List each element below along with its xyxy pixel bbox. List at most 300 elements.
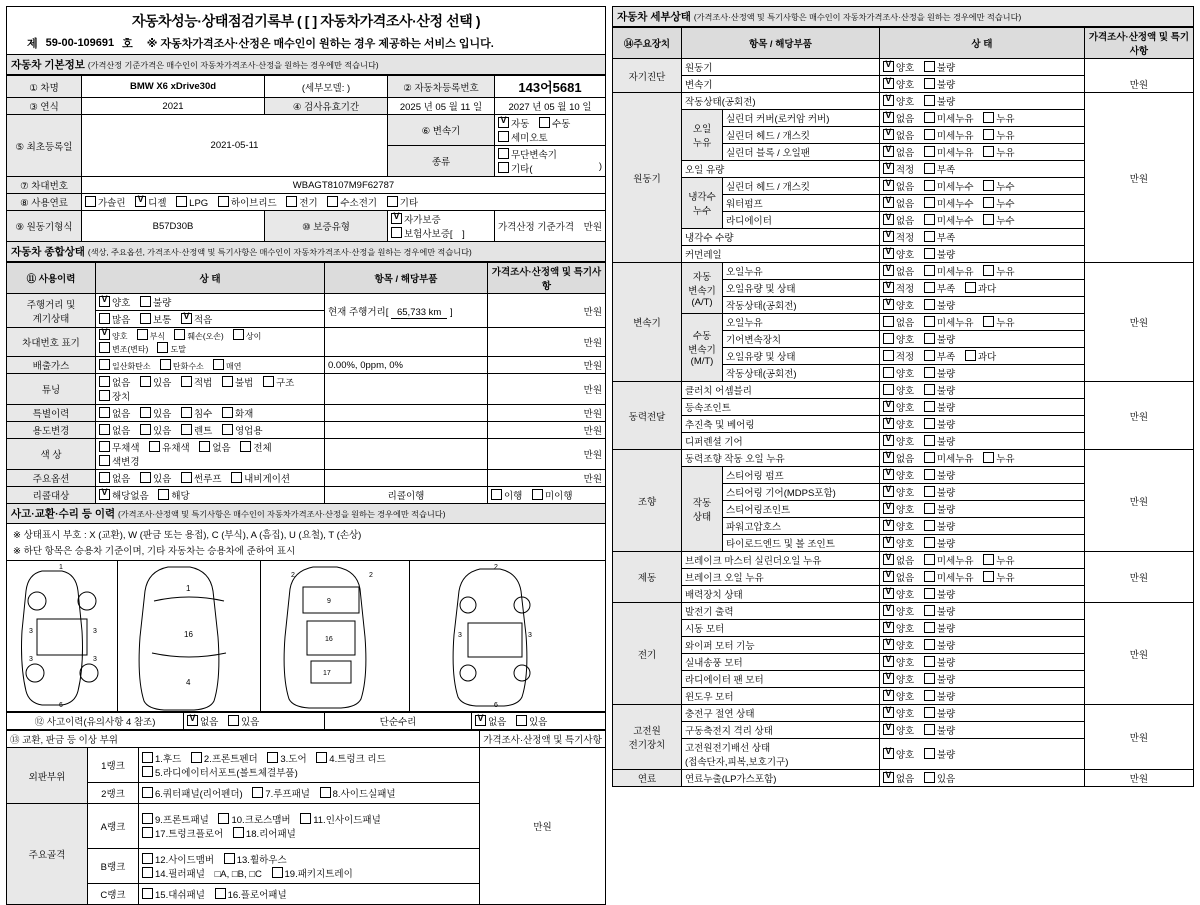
- special-yes[interactable]: 있음: [140, 406, 171, 420]
- svg-text:4: 4: [186, 678, 191, 687]
- engine-idle-bad[interactable]: 불량: [924, 94, 955, 108]
- at-idle-good[interactable]: V 양호: [883, 298, 914, 312]
- left-column: [6, 6, 606, 901]
- tuning-structure[interactable]: 구조: [263, 375, 294, 389]
- rocker-none[interactable]: V 없음: [883, 111, 914, 125]
- special-flood[interactable]: 침수: [181, 406, 212, 420]
- price-electric: 만원: [1084, 603, 1193, 705]
- car-diagram-panel: [6, 561, 606, 712]
- state-at-oil-leak: [879, 263, 1084, 280]
- state-steering-gear: [879, 484, 1084, 501]
- part-hood[interactable]: 1.후드: [142, 751, 181, 765]
- mt-idle-good[interactable]: 양호: [883, 366, 914, 380]
- cbop-none[interactable]: V 없음: [883, 145, 914, 159]
- charge-good[interactable]: V 양호: [883, 706, 914, 720]
- fuel-option-gasoline[interactable]: 가솔린: [85, 195, 126, 209]
- booster-bad[interactable]: 불량: [924, 587, 955, 601]
- starter-good[interactable]: V 양호: [883, 621, 914, 635]
- item-drive-battery-isolation: 구동축전지 격리 상태: [682, 722, 880, 739]
- part-rear-panel[interactable]: 18.리어패널: [233, 826, 296, 840]
- alt-bad[interactable]: 불량: [924, 604, 955, 618]
- state-power-steering-leak: [879, 450, 1084, 467]
- transmission-option-etc[interactable]: 기타(: [498, 161, 533, 175]
- fuel-options: [82, 194, 606, 211]
- phose-good[interactable]: V 양호: [883, 519, 914, 533]
- blower-good[interactable]: V 양호: [883, 655, 914, 669]
- row-label-tuning: 튜닝: [7, 374, 96, 405]
- oil-level-ok[interactable]: V 적정: [883, 162, 914, 176]
- overall-col-price: 가격조사·산정액 및 특기사항: [488, 263, 606, 294]
- fuel-option-etc[interactable]: 기타: [387, 195, 418, 209]
- accident-yes[interactable]: 있음: [228, 714, 259, 728]
- sjoint-bad[interactable]: 불량: [924, 502, 955, 516]
- item-cv-joint: 등속조인트: [682, 399, 880, 416]
- page-title: 자동차성능·상태점검기록부 ( [ ] 자동차가격조사·산정 선택 ): [131, 13, 481, 29]
- wiper-good[interactable]: V 양호: [883, 638, 914, 652]
- part-wheel-house[interactable]: 13.휠하우스: [224, 852, 287, 866]
- at-leak-leak[interactable]: 누유: [983, 264, 1014, 278]
- warranty-options: [388, 211, 495, 242]
- window-bad[interactable]: 불량: [924, 689, 955, 703]
- mt-leak-leak[interactable]: 누유: [983, 315, 1014, 329]
- state-mt-oil-level: [879, 348, 1084, 365]
- car-diagram-underbody: [261, 561, 410, 711]
- chgo-none[interactable]: V 없음: [883, 128, 914, 142]
- transmission-option-manual[interactable]: 수동: [539, 116, 570, 130]
- outer-parts-label: 외판부위: [7, 748, 88, 804]
- options-navigation[interactable]: 내비게이션: [231, 471, 290, 485]
- cv-good[interactable]: V 양호: [883, 400, 914, 414]
- self-trans-good[interactable]: V 양호: [883, 77, 914, 91]
- tuning-yes[interactable]: 있음: [140, 375, 171, 389]
- vin-mark-damaged[interactable]: 훼손(오손): [174, 329, 223, 342]
- fuel-yes[interactable]: 있음: [924, 771, 955, 785]
- item-mt-oil-level: 오일유량 및 상태: [723, 348, 880, 365]
- ps-good[interactable]: V 양호: [883, 417, 914, 431]
- state-steering-joint: [879, 501, 1084, 518]
- item-cyl-block-oilpan: 실린더 블록 / 오일팬: [723, 144, 880, 161]
- at-leak-minor[interactable]: 미세누유: [924, 264, 974, 278]
- sjoint-good[interactable]: V 양호: [883, 502, 914, 516]
- part-trunk-floor[interactable]: 17.트렁크플로어: [142, 826, 223, 840]
- color-whole[interactable]: 전체: [240, 440, 271, 454]
- state-cyl-head-gasket-coolant: [879, 178, 1084, 195]
- tuning-legal[interactable]: 적법: [181, 375, 212, 389]
- recall-applicable[interactable]: 해당: [158, 488, 189, 502]
- at-level-low[interactable]: 부족: [924, 281, 955, 295]
- state-tie-rod-end: [879, 535, 1084, 552]
- row-label-options: 주요옵션: [7, 470, 96, 487]
- part-radiator-support[interactable]: 5.라디에이터서포트(볼트체결부품): [142, 765, 298, 779]
- diff-bad[interactable]: 불량: [924, 434, 955, 448]
- coolant-ok[interactable]: V 적정: [883, 230, 914, 244]
- basic-info-heading: [6, 55, 606, 75]
- doc-no-value: 59-00-109691: [45, 37, 115, 49]
- part-side-sill-panel[interactable]: 8.사이드실패널: [320, 786, 396, 800]
- usage-commercial[interactable]: 영업용: [222, 423, 263, 437]
- rad-minor[interactable]: 미세누수: [924, 213, 974, 227]
- base-price-unit: 만원: [583, 222, 602, 233]
- options-none[interactable]: 없음: [99, 471, 130, 485]
- engine-idle-good[interactable]: V 양호: [883, 94, 914, 108]
- transmission-option-auto[interactable]: V자동: [498, 116, 529, 130]
- psl-leak[interactable]: 누유: [983, 451, 1014, 465]
- part-inside-panel[interactable]: 11.인사이드패널: [300, 812, 381, 826]
- fuel-option-diesel[interactable]: V 디젤: [135, 195, 166, 209]
- warranty-option-insurer[interactable]: 보험사보증[: [391, 226, 453, 240]
- emissions-co[interactable]: 일산화탄소: [99, 359, 151, 372]
- part-front-fender[interactable]: 2.프론트펜더: [191, 751, 258, 765]
- state-steering-pump: [879, 467, 1084, 484]
- item-common-rail: 커먼레일: [682, 246, 880, 263]
- wiper-bad[interactable]: 불량: [924, 638, 955, 652]
- simple-repair-options: [472, 713, 606, 730]
- booster-good[interactable]: V 양호: [883, 587, 914, 601]
- part-quarter-panel[interactable]: 6.쿼터패널(리어펜더): [142, 786, 243, 800]
- clutch-good[interactable]: 양호: [883, 383, 914, 397]
- spump-bad[interactable]: 불량: [924, 468, 955, 482]
- usage-rent[interactable]: 렌트: [181, 423, 212, 437]
- psl-none[interactable]: V 없음: [883, 451, 914, 465]
- options-item: [325, 470, 488, 487]
- state-drive-battery-isolation: [879, 722, 1084, 739]
- accident-history-label: ⑫ 사고이력(유의사항 4 참조): [7, 713, 184, 730]
- emissions-item: 0.00%, 0ppm, 0%: [325, 357, 488, 374]
- usage-yes[interactable]: 있음: [140, 423, 171, 437]
- simple-repair-yes[interactable]: 있음: [516, 714, 547, 728]
- group-engine: 원동기: [613, 93, 682, 263]
- color-none[interactable]: 없음: [199, 440, 230, 454]
- service-notice: ※ 자동차가격조사·산정은 매수인이 원하는 경우 제공하는 서비스 입니다.: [146, 38, 494, 50]
- svg-text:2: 2: [291, 572, 295, 579]
- window-good[interactable]: V 양호: [883, 689, 914, 703]
- svg-text:3: 3: [29, 656, 33, 663]
- mileage-bad[interactable]: 불량: [140, 295, 171, 309]
- fuel-option-hybrid[interactable]: 하이브리드: [218, 195, 277, 209]
- gear-good[interactable]: 양호: [883, 332, 914, 346]
- mileage-state-row2: [96, 311, 325, 328]
- mt-level-low[interactable]: 부족: [924, 349, 955, 363]
- item-cyl-head-gasket-oil: 실린더 헤드 / 개스킷: [723, 127, 880, 144]
- color-changed[interactable]: 색변경: [99, 454, 140, 468]
- bol-leak[interactable]: 누유: [983, 570, 1014, 584]
- legend-scope: ※ 하단 항목은 승용차 기준이며, 기타 자동차는 승용차에 준하여 표시: [13, 546, 296, 557]
- mt-level-ok[interactable]: 적정: [883, 349, 914, 363]
- fuel-none[interactable]: V 없음: [883, 771, 914, 785]
- price-braking: 만원: [1084, 552, 1193, 603]
- part-dash-panel[interactable]: 15.대쉬패널: [142, 887, 205, 901]
- first-reg-value: 2021-05-11: [82, 115, 388, 177]
- svg-text:16: 16: [325, 636, 333, 643]
- wp-minor[interactable]: 미세누수: [924, 196, 974, 210]
- radfan-bad[interactable]: 불량: [924, 672, 955, 686]
- clutch-bad[interactable]: 불량: [924, 383, 955, 397]
- price-transmission: 만원: [1084, 263, 1193, 382]
- recall-not-done[interactable]: 미이행: [532, 488, 573, 502]
- state-radiator: [879, 212, 1084, 229]
- tie-good[interactable]: V 양호: [883, 536, 914, 550]
- special-fire[interactable]: 화재: [222, 406, 253, 420]
- sgear-bad[interactable]: 불량: [924, 485, 955, 499]
- part-side-member[interactable]: 12.사이드맴버: [142, 852, 214, 866]
- warranty-close: ]: [462, 229, 465, 240]
- transmission-options-row1: [495, 115, 606, 146]
- document-header: [6, 6, 606, 55]
- mileage-many[interactable]: 많음: [99, 312, 130, 326]
- options-price: 만원: [488, 470, 606, 487]
- vin-mark-different[interactable]: 상이: [233, 329, 261, 342]
- svg-text:1: 1: [59, 564, 63, 571]
- item-cyl-head-gasket-coolant: 실린더 헤드 / 개스킷: [723, 178, 880, 195]
- fuel-option-lpg[interactable]: LPG: [176, 196, 208, 209]
- state-wiper-motor: [879, 637, 1084, 654]
- mileage-state-row1: [96, 294, 325, 311]
- radfan-good[interactable]: V 양호: [883, 672, 914, 686]
- psl-minor[interactable]: 미세누유: [924, 451, 974, 465]
- sgear-good[interactable]: V 양호: [883, 485, 914, 499]
- inspection-to: 2027 년 05 월 10 일: [495, 98, 606, 115]
- emissions-smoke[interactable]: 매연: [213, 359, 241, 372]
- svg-text:3: 3: [93, 628, 97, 635]
- chgo-minor[interactable]: 미세누유: [924, 128, 974, 142]
- overall-col-state: 상 태: [96, 263, 325, 294]
- vin-mark-altered[interactable]: 변조(변타): [99, 342, 148, 355]
- state-engine-idle: [879, 93, 1084, 110]
- rad-leak[interactable]: 누수: [983, 213, 1014, 227]
- fuel-option-hydrogen[interactable]: 수소전기: [327, 195, 377, 209]
- spump-good[interactable]: V 양호: [883, 468, 914, 482]
- parts-table: [6, 730, 606, 905]
- simple-repair-label: 단순수리: [325, 713, 472, 730]
- self-engine-bad[interactable]: 불량: [924, 60, 955, 74]
- car-diagram-top: [118, 561, 261, 711]
- item-brake-oil-leak: 브레이크 오일 누유: [682, 569, 880, 586]
- options-yes[interactable]: 있음: [140, 471, 171, 485]
- mileage-normal[interactable]: 보통: [140, 312, 171, 326]
- rank-a-label: A랭크: [88, 804, 139, 849]
- first-reg-label: ⑤ 최초등록일: [7, 115, 82, 177]
- transmission-option-cvt[interactable]: 무단변속기: [498, 147, 557, 161]
- item-starter-motor: 시동 모터: [682, 620, 880, 637]
- accident-heading: [6, 504, 606, 524]
- hvwire-good[interactable]: V양호: [883, 747, 914, 761]
- transmission-option-semiauto[interactable]: 세미오토: [498, 130, 548, 144]
- self-trans-bad[interactable]: 불량: [924, 77, 955, 91]
- emissions-hc[interactable]: 탄화수소: [160, 359, 204, 372]
- state-cyl-head-gasket-oil: [879, 127, 1084, 144]
- vin-mark-erased[interactable]: 도말: [157, 342, 185, 355]
- price-steering: 만원: [1084, 450, 1193, 552]
- rad-none[interactable]: V 없음: [883, 213, 914, 227]
- at-level-high[interactable]: 과다: [965, 281, 996, 295]
- row-label-color: 색 상: [7, 439, 96, 470]
- wp-none[interactable]: V 없음: [883, 196, 914, 210]
- mileage-good[interactable]: V양호: [99, 295, 130, 309]
- state-brake-master-cylinder: [879, 552, 1084, 569]
- bol-none[interactable]: V 없음: [883, 570, 914, 584]
- chgo-leak[interactable]: 누유: [983, 128, 1014, 142]
- at-level-ok[interactable]: V 적정: [883, 281, 914, 295]
- part-floor-panel[interactable]: 16.플로어패널: [215, 887, 287, 901]
- coolant-low[interactable]: 부족: [924, 230, 955, 244]
- battiso-good[interactable]: V 양호: [883, 723, 914, 737]
- part-package-tray[interactable]: 19.패키지트레이: [272, 866, 353, 880]
- color-chromatic[interactable]: 유채색: [149, 440, 190, 454]
- tuning-item: [325, 374, 488, 405]
- at-idle-bad[interactable]: 불량: [924, 298, 955, 312]
- part-pillar-panel[interactable]: 14.필러패널: [142, 866, 205, 880]
- state-self-engine: [879, 59, 1084, 76]
- detail-col-state: 상 태: [879, 28, 1084, 59]
- rank-c-label: C랭크: [88, 884, 139, 905]
- basic-info-note: (가격산정 기준가격은 매수인이 자동차가격조사·산정을 원하는 경우에만 적습니다): [87, 61, 379, 70]
- part-roof-panel[interactable]: 7.루프패널: [252, 786, 310, 800]
- group-self-diagnosis: 자기진단: [613, 59, 682, 93]
- chgc-none[interactable]: V 없음: [883, 179, 914, 193]
- item-blower-motor: 실내송풍 모터: [682, 654, 880, 671]
- charge-bad[interactable]: 불량: [924, 706, 955, 720]
- rank-2-label: 2랭크: [88, 783, 139, 804]
- item-at-oil-level: 오일유량 및 상태: [723, 280, 880, 297]
- rocker-minor[interactable]: 미세누유: [924, 111, 974, 125]
- phose-bad[interactable]: 불량: [924, 519, 955, 533]
- cbop-leak[interactable]: 누유: [983, 145, 1014, 159]
- svg-text:3: 3: [29, 628, 33, 635]
- item-at-idle: 작동상태(공회전): [723, 297, 880, 314]
- transmission-options-row2: [495, 146, 606, 177]
- tuning-state: [96, 374, 325, 405]
- row-label-vin-mark: 차대번호 표기: [7, 328, 96, 357]
- svg-text:6: 6: [59, 702, 63, 709]
- warranty-option-self[interactable]: V자가보증: [391, 212, 441, 226]
- battiso-bad[interactable]: 불량: [924, 723, 955, 737]
- chgc-minor[interactable]: 미세누수: [924, 179, 974, 193]
- starter-bad[interactable]: 불량: [924, 621, 955, 635]
- legend-codes: ※ 상태표시 부호 : X (교환), W (판금 또는 용접), C (부식), A (흠집), U (요철), T (손상): [13, 530, 362, 541]
- item-window-motor: 윈도우 모터: [682, 688, 880, 705]
- bmc-leak[interactable]: 누유: [983, 553, 1014, 567]
- at-leak-none[interactable]: V 없음: [883, 264, 914, 278]
- blower-bad[interactable]: 불량: [924, 655, 955, 669]
- bmc-minor[interactable]: 미세누유: [924, 553, 974, 567]
- state-water-pump: [879, 195, 1084, 212]
- item-steering-gear: 스티어링 기어(MDPS포함): [723, 484, 880, 501]
- item-charging-port: 충전구 절연 상태: [682, 705, 880, 722]
- gear-bad[interactable]: 불량: [924, 332, 955, 346]
- accident-none[interactable]: V 없음: [187, 714, 218, 728]
- tuning-illegal[interactable]: 불법: [222, 375, 253, 389]
- item-oil-level: 오일 유량: [682, 161, 880, 178]
- ps-bad[interactable]: 불량: [924, 417, 955, 431]
- mt-leak-none[interactable]: 없음: [883, 315, 914, 329]
- item-propeller-shaft: 추진축 및 베어링: [682, 416, 880, 433]
- rank-b-label: B랭크: [88, 849, 139, 884]
- item-mt-idle: 작동상태(공회전): [723, 365, 880, 382]
- recall-done[interactable]: 이행: [491, 488, 522, 502]
- mt-idle-bad[interactable]: 불량: [924, 366, 955, 380]
- doc-no-label: 제: [27, 38, 38, 50]
- mileage-few[interactable]: V 적음: [181, 312, 212, 326]
- item-steering-pump: 스티어링 펌프: [723, 467, 880, 484]
- item-radiator-fan-motor: 라디에이터 팬 모터: [682, 671, 880, 688]
- tie-bad[interactable]: 불량: [924, 536, 955, 550]
- vin-label: ⑦ 차대번호: [7, 177, 82, 194]
- parts-price-header: 가격조사·산정액 및 특기사항: [480, 731, 606, 748]
- wp-leak[interactable]: 누수: [983, 196, 1014, 210]
- usage-none[interactable]: 없음: [99, 423, 130, 437]
- bmc-none[interactable]: V 없음: [883, 553, 914, 567]
- recall-not-applicable[interactable]: V 해당없음: [99, 488, 149, 502]
- diff-good[interactable]: V 양호: [883, 434, 914, 448]
- self-engine-good[interactable]: V 양호: [883, 60, 914, 74]
- bol-minor[interactable]: 미세누유: [924, 570, 974, 584]
- state-alternator: [879, 603, 1084, 620]
- cr-good[interactable]: V 양호: [883, 247, 914, 261]
- overall-state-note: (색상, 주요옵션, 가격조사·산정액 및 특기사항은 매수인이 자동차가격조사·산정을 원하는 경우에만 적습니다): [87, 248, 472, 257]
- special-price: 만원: [488, 405, 606, 422]
- part-door[interactable]: 3.도어: [267, 751, 306, 765]
- usage-price: 만원: [488, 422, 606, 439]
- part-cross-member[interactable]: 10.크로스맴버: [218, 812, 290, 826]
- tuning-none[interactable]: 없음: [99, 375, 130, 389]
- fuel-option-electric[interactable]: 전기: [286, 195, 317, 209]
- subgroup-manual-trans: 수동 변속기 (M/T): [682, 314, 723, 382]
- car-diagram-front-left: [7, 561, 118, 711]
- item-coolant-level: 냉각수 수량: [682, 229, 880, 246]
- simple-repair-none[interactable]: V 없음: [475, 714, 506, 728]
- subgroup-steering-operation: 작동 상태: [682, 467, 723, 552]
- chgc-leak[interactable]: 누수: [983, 179, 1014, 193]
- rank-a-items: [139, 804, 480, 849]
- recall-price: [488, 487, 606, 504]
- cr-bad[interactable]: 불량: [924, 247, 955, 261]
- color-achromatic[interactable]: 무채색: [99, 440, 140, 454]
- tuning-device[interactable]: 장치: [99, 389, 130, 403]
- state-booster: [879, 586, 1084, 603]
- part-front-panel[interactable]: 9.프론트패널: [142, 812, 209, 826]
- cbop-minor[interactable]: 미세누유: [924, 145, 974, 159]
- item-differential-gear: 디퍼렌셜 기어: [682, 433, 880, 450]
- item-engine-idle: 작동상태(공회전): [682, 93, 880, 110]
- recall-item: 리콜이행: [325, 487, 488, 504]
- cv-bad[interactable]: 불량: [924, 400, 955, 414]
- emissions-price: 만원: [488, 357, 606, 374]
- alt-good[interactable]: V 양호: [883, 604, 914, 618]
- mt-level-high[interactable]: 과다: [965, 349, 996, 363]
- vin-mark-corrosion[interactable]: 부식: [137, 329, 165, 342]
- mt-leak-minor[interactable]: 미세누유: [924, 315, 974, 329]
- svg-text:1: 1: [186, 584, 191, 593]
- hvwire-bad[interactable]: 불량: [924, 747, 955, 761]
- group-steering: 조향: [613, 450, 682, 552]
- state-cv-joint: [879, 399, 1084, 416]
- item-tie-rod-end: 타이로드엔드 및 볼 조인트: [723, 535, 880, 552]
- warranty-label: ⑩ 보증유형: [265, 211, 388, 242]
- part-pillar-abc[interactable]: □A, □B, □C: [214, 869, 262, 880]
- basic-info-table: [6, 75, 606, 242]
- rocker-leak[interactable]: 누유: [983, 111, 1014, 125]
- oil-level-low[interactable]: 부족: [924, 162, 955, 176]
- doc-no-suffix: 호: [122, 38, 133, 50]
- price-self-diagnosis: 만원: [1084, 59, 1193, 93]
- special-none[interactable]: 없음: [99, 406, 130, 420]
- color-price: 만원: [488, 439, 606, 470]
- transmission-label-1: ⑥ 변속기: [388, 115, 495, 146]
- options-state: [96, 470, 325, 487]
- options-sunroof[interactable]: 썬루프: [181, 471, 222, 485]
- part-trunk-lid[interactable]: 4.트렁크 리드: [316, 751, 385, 765]
- vin-mark-good[interactable]: V양호: [99, 329, 127, 342]
